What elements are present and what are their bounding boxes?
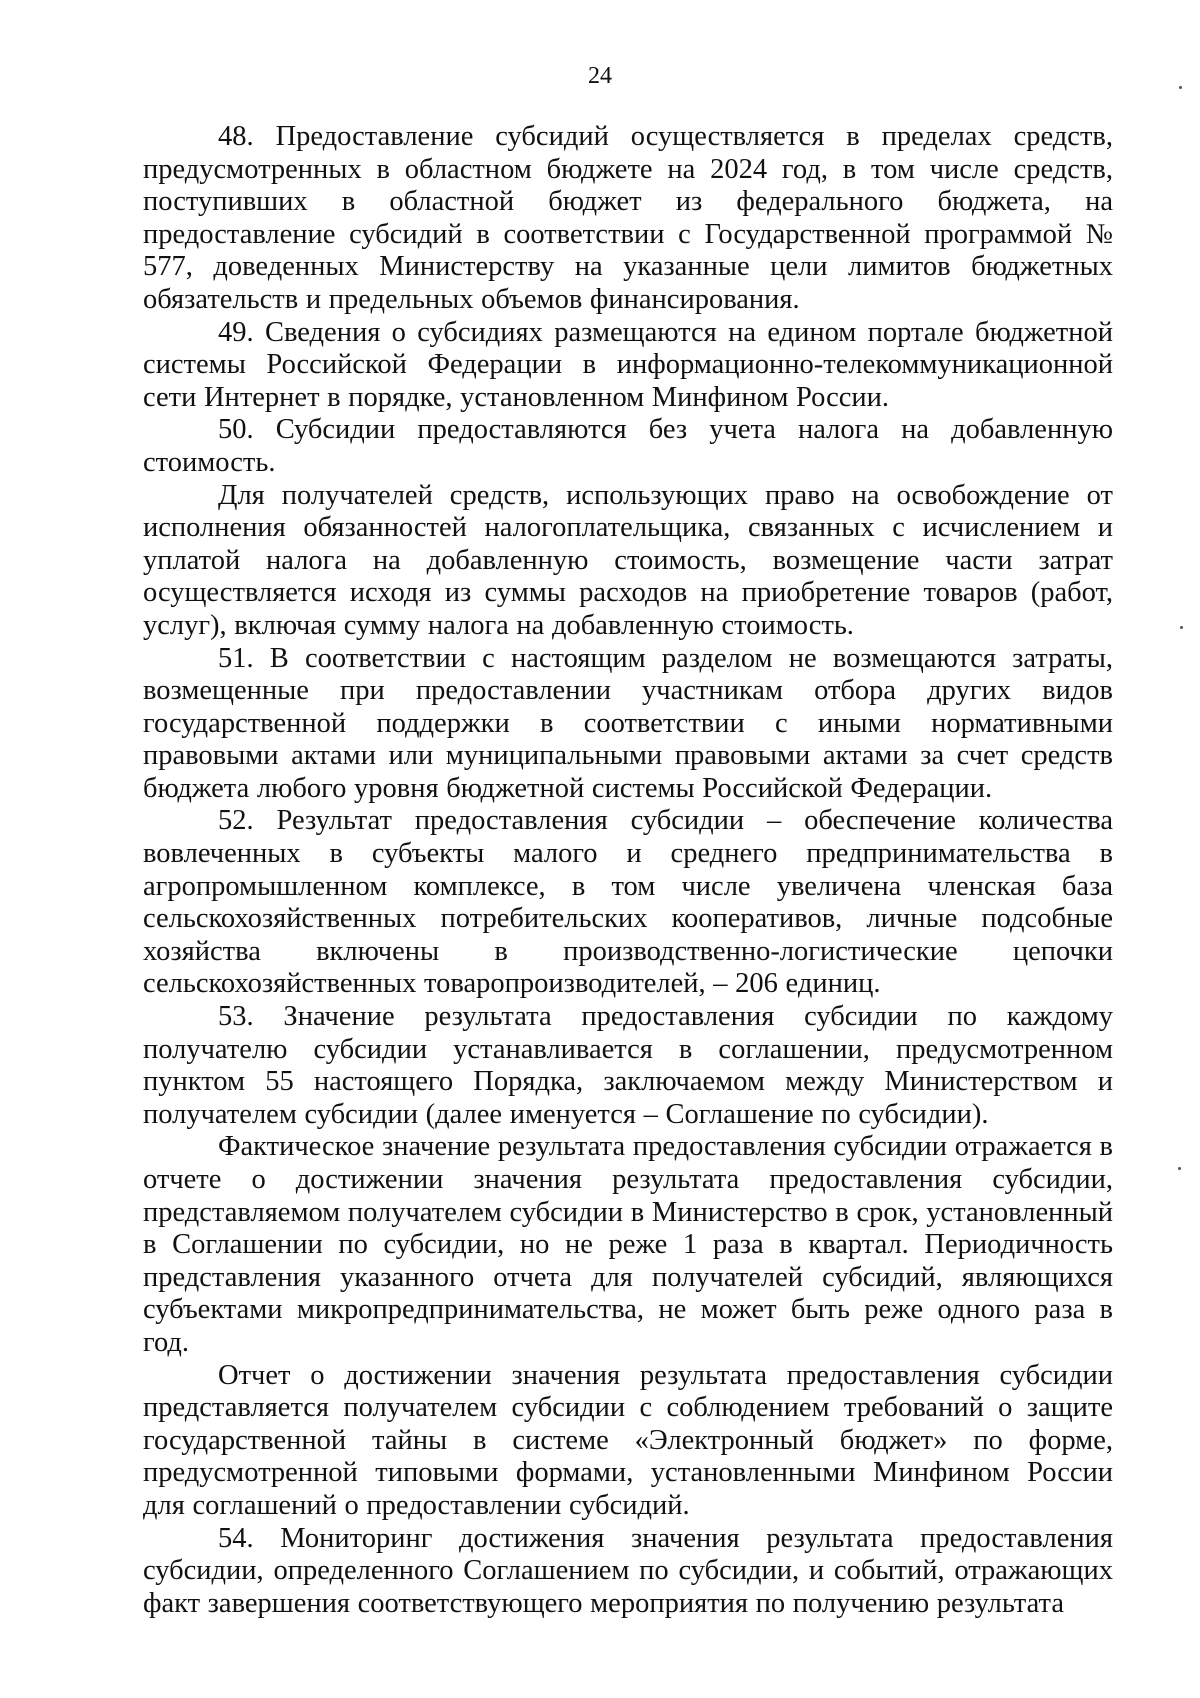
scan-speck bbox=[1180, 626, 1183, 629]
paragraph-49: 49. Сведения о субсидиях размещаются на едином портале бюджетной системы Российской Федерации в информационно-телекоммуникационной сети Интернет в порядке, установленном Минфином России. bbox=[143, 316, 1113, 413]
paragraph-53: 53. Значение результата предоставления субсидии по каждому получателю субсидии устанавливается в соглашении, предусмотренном пунктом 55 настоящего Порядка, заключаемом между Министерством и получателем субсидии (далее именуется – Соглашение по субсидии). bbox=[143, 1001, 1113, 1130]
paragraph-53-report: Отчет о достижении значения результата предоставления субсидии представляется получателем субсидии с соблюдением требований о защите государственной тайны в системе «Электронный бюджет» по форме, предусмотренной типовыми формами, установленными Минфином России для соглашений о предоставлении субсидий. bbox=[143, 1359, 1113, 1521]
paragraph-50: 50. Субсидии предоставляются без учета налога на добавленную стоимость. bbox=[143, 414, 1113, 478]
paragraph-52: 52. Результат предоставления субсидии – обеспечение количества вовлеченных в субъекты малого и среднего предпринимательства в агропромышленном комплексе, в том числе увеличена членская база сельскохозяйственных потребительских кооперативов, личные подсобные хозяйства включены в производственно-логистические цепочки сельскохозяйственных товаропроизводителей, – 206 единиц. bbox=[143, 805, 1113, 1000]
paragraph-54: 54. Мониторинг достижения значения результата предоставления субсидии, определенного Соглашением по субсидии, и событий, отражающих факт завершения соответствующего мероприятия по получению результата bbox=[143, 1522, 1113, 1619]
paragraph-53-actual-value: Фактическое значение результата предоставления субсидии отражается в отчете о достижении значения результата предоставления субсидии, представляемом получателем субсидии в Министерство в срок, установленный в Соглашении по субсидии, но не реже 1 раза в квартал. Периодичность представления указанного отчета для получателей субсидий, являющихся субъектами микропредпринимательства, не может быть реже одного раза в год. bbox=[143, 1131, 1113, 1358]
paragraph-48: 48. Предоставление субсидий осуществляется в пределах средств, предусмотренных в областном бюджете на 2024 год, в том числе средств, поступивших в областной бюджет из федерального бюджета, на предоставление субсидий в соответствии с Государственной программой № 577, доведенных Министерству на указанные цели лимитов бюджетных обязательств и предельных объемов финансирования. bbox=[143, 121, 1113, 315]
paragraph-50-vat-exempt: Для получателей средств, использующих право на освобождение от исполнения обязанностей налогоплательщика, связанных с исчислением и уплатой налога на добавленную стоимость, возмещение части затрат осуществляется исходя из суммы расходов на приобретение товаров (работ, услуг), включая сумму налога на добавленную стоимость. bbox=[143, 479, 1113, 641]
scan-speck bbox=[1178, 1167, 1181, 1170]
page-number: 24 bbox=[588, 63, 612, 89]
document-body bbox=[143, 121, 1113, 1620]
paragraph-51: 51. В соответствии с настоящим разделом не возмещаются затраты, возмещенные при предоставлении участникам отбора других видов государственной поддержки в соответствии с иными нормативными правовыми актами или муниципальными правовыми актами за счет средств бюджета любого уровня бюджетной системы Российской Федерации. bbox=[143, 642, 1113, 804]
scan-speck bbox=[1179, 86, 1182, 89]
